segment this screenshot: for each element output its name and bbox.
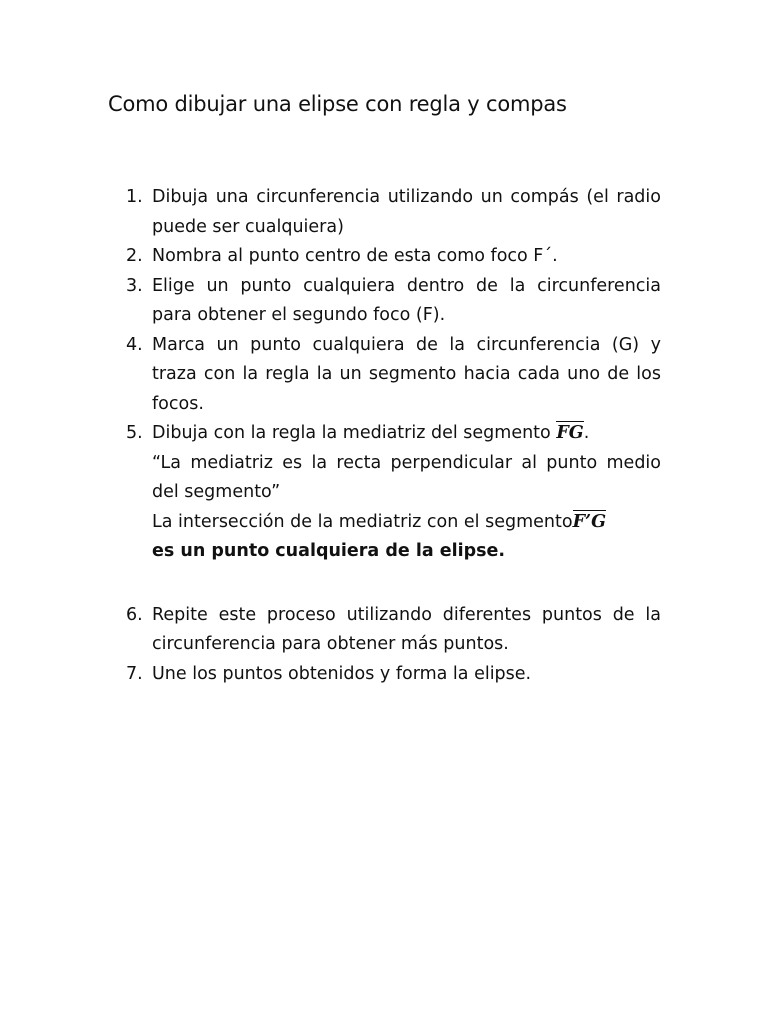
conclusion-text: es un punto cualquiera de la elipse. [152,541,506,561]
step-text: Dibuja una circunferencia utilizando un compás (el radio puede ser cualquiera) [152,187,661,237]
steps-list [126,183,661,689]
segment-f-prime-g-label: F’G [572,511,607,532]
step-text: Elige un punto cualquiera dentro de la circunferencia para obtener el segundo foco (F). [152,275,661,325]
step-3 [126,272,661,331]
step-number: 4. [126,334,143,355]
step-2 [126,242,661,272]
step-text: Dibuja con la regla la mediatriz del segmento [152,423,557,443]
step-number: 3. [126,275,143,296]
step-text: Repite este proceso utilizando diferentes puntos de la circunferencia para obtener más puntos. [152,604,661,654]
intersection-text: La intersección de la mediatriz con el segmento [152,511,573,532]
step-text-end: . [583,423,590,443]
document-title: Como dibujar una elipse con regla y compas [108,92,567,116]
step-text: Nombra al punto centro de esta como foco F´. [152,246,558,266]
definition-quote: “La mediatriz es la recta perpendicular al punto medio del segmento” [152,452,661,502]
step-7 [126,660,661,690]
step-1 [126,183,661,242]
step-text: Marca un punto cualquiera de la circunferencia (G) y traza con la regla la un segmento hacia cada uno de los focos. [152,334,661,414]
step-text: Une los puntos obtenidos y forma la elipse. [152,663,532,684]
step-number: 1. [126,187,143,207]
step-4 [126,331,661,420]
step-6 [126,601,661,660]
segment-fg-label: FG [556,423,584,443]
step-5 [126,419,661,567]
step-number: 7. [126,663,143,684]
spacer [126,567,661,601]
step-number: 5. [126,423,143,443]
step-number: 2. [126,246,143,266]
step-number: 6. [126,604,143,625]
